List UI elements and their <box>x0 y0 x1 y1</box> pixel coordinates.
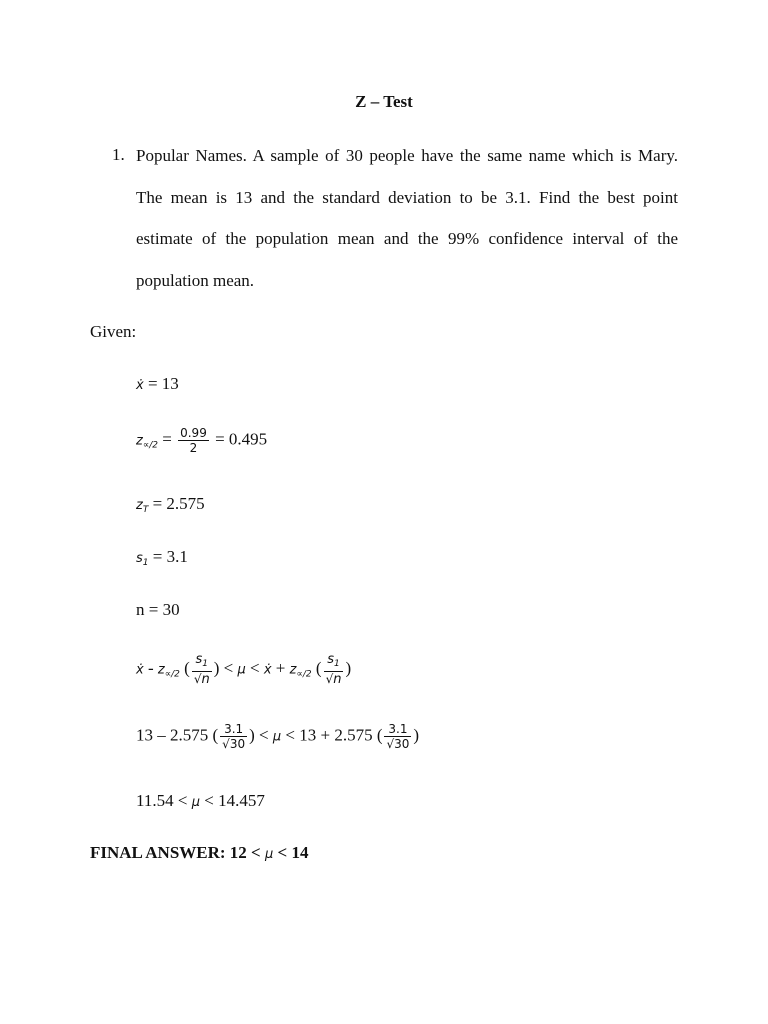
sqrt-symbol: √ <box>325 672 334 686</box>
alpha-half-subscript: ∝/2 <box>164 669 180 680</box>
one-subscript: 1 <box>142 558 149 568</box>
one-subscript: 1 <box>334 659 340 669</box>
one-subscript: 1 <box>202 659 209 669</box>
s-symbol: s <box>195 652 203 667</box>
equation-end: ) <box>413 725 420 745</box>
close-paren: ) <box>345 658 352 678</box>
fraction-numerator: 0.99 <box>180 426 207 440</box>
less-than-sign: < <box>245 658 264 678</box>
final-answer-right: < 14 <box>273 843 309 862</box>
z-symbol: z <box>157 662 165 678</box>
problem-number: 1. <box>112 145 125 164</box>
equation-value: = 0.495 <box>215 429 268 449</box>
equation-confidence-formula <box>136 652 351 687</box>
mu-symbol: μ <box>237 662 246 678</box>
xbar-symbol: ẋ <box>263 662 272 678</box>
result-left: 11.54 < <box>136 791 192 810</box>
n-symbol: n <box>333 672 342 687</box>
alpha-half-subscript: ∝/2 <box>296 669 312 680</box>
sqrt-symbol: √ <box>222 737 230 751</box>
equation-middle: ) < <box>249 725 273 745</box>
equation-value: = 13 <box>147 374 179 393</box>
fraction <box>192 652 212 687</box>
fraction-denominator <box>384 737 411 751</box>
z-symbol: z <box>289 662 297 678</box>
final-answer-label: FINAL ANSWER: 12 < <box>90 843 265 862</box>
page-title: Z – Test <box>355 92 413 111</box>
equation-substituted <box>136 722 419 751</box>
alpha-half-subscript: ∝/2 <box>142 440 159 451</box>
equation-left: 13 – 2.575 ( <box>136 725 219 745</box>
problem-text: Popular Names. A sample of 30 people have the same name which is Mary. The mean is 13 and the standard deviation to be 3.1. Find the best point estimate of the population mean and the 99% confidence interval of the population mean. <box>136 146 678 290</box>
final-answer <box>90 843 308 863</box>
fraction-denominator <box>324 672 344 687</box>
equation-sample-mean <box>136 374 179 394</box>
mu-symbol: μ <box>272 729 282 745</box>
sqrt-symbol: √ <box>386 737 395 751</box>
equals-sign: = <box>162 429 172 449</box>
sqrt-symbol: √ <box>193 672 202 686</box>
equation-value: = 3.1 <box>152 547 188 566</box>
mu-symbol: μ <box>265 847 274 862</box>
plus-sign: + <box>271 658 290 678</box>
xbar-symbol: ẋ <box>136 662 144 678</box>
z-symbol: z <box>136 433 143 449</box>
fraction-numerator <box>192 652 212 672</box>
fraction-denominator <box>220 737 247 751</box>
less-than-sign: ) < <box>213 658 238 678</box>
problem-item <box>112 145 682 301</box>
equation-z-alpha-half <box>136 426 267 455</box>
given-label: Given: <box>90 322 137 341</box>
s-symbol: s <box>136 551 143 566</box>
z-symbol: z <box>136 498 143 513</box>
s-symbol: s <box>327 652 335 667</box>
equation-result <box>136 791 265 811</box>
result-right: < 14.457 <box>200 791 265 810</box>
fraction-numerator: 3.1 <box>384 722 411 737</box>
equation-sample-size: n = 30 <box>136 600 180 619</box>
fraction-denominator: 2 <box>189 441 198 455</box>
fraction-numerator <box>324 652 344 672</box>
fraction-numerator: 3.1 <box>220 722 247 737</box>
equation-value: = 2.575 <box>152 494 205 513</box>
minus-sign: - <box>143 658 158 678</box>
open-paren: ( <box>179 658 190 678</box>
equation-z-table <box>136 494 205 515</box>
mu-symbol: μ <box>191 795 200 810</box>
equation-middle-2: < 13 + 2.575 ( <box>281 725 383 745</box>
fraction <box>324 652 344 687</box>
equation-standard-deviation <box>136 547 188 568</box>
open-paren: ( <box>311 658 322 678</box>
fraction <box>384 722 411 751</box>
fraction-denominator <box>192 672 212 687</box>
fraction <box>220 722 247 751</box>
radicand: 30 <box>229 737 246 751</box>
t-subscript: T <box>142 505 149 515</box>
xbar-symbol: ẋ <box>136 378 144 393</box>
fraction <box>178 426 209 455</box>
n-symbol: n <box>201 672 210 687</box>
radicand: 30 <box>394 737 410 751</box>
